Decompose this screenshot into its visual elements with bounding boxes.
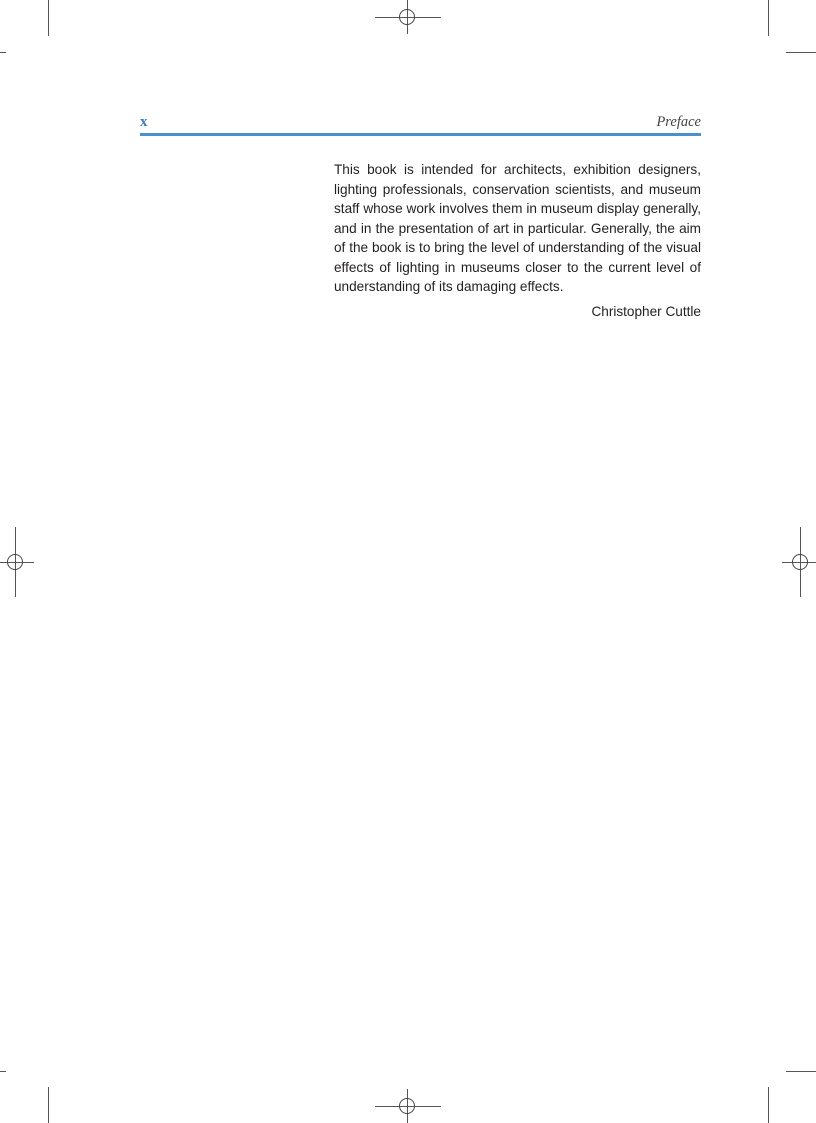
section-title: Preface bbox=[656, 114, 701, 130]
header-rule bbox=[140, 133, 701, 136]
crop-mark bbox=[0, 1071, 6, 1072]
crop-mark bbox=[768, 1087, 769, 1123]
crop-mark bbox=[768, 0, 769, 36]
author-signature: Christopher Cuttle bbox=[591, 304, 701, 319]
crop-mark bbox=[48, 0, 49, 36]
crop-mark bbox=[786, 52, 816, 53]
preface-paragraph: This book is intended for architects, exhibition designers, lighting professionals, conservation scientists, and museum staff whose work involves them in museum display generally, and in the presentation of art in particular. Generally, the aim of the book is to bring the level of understanding of the visual effects of lighting in museums closer to the current level of understanding of its damaging effects. bbox=[334, 162, 701, 294]
crop-mark bbox=[48, 1087, 49, 1123]
page-number: x bbox=[140, 114, 148, 130]
crop-mark bbox=[786, 1071, 816, 1072]
crop-mark bbox=[0, 52, 6, 53]
